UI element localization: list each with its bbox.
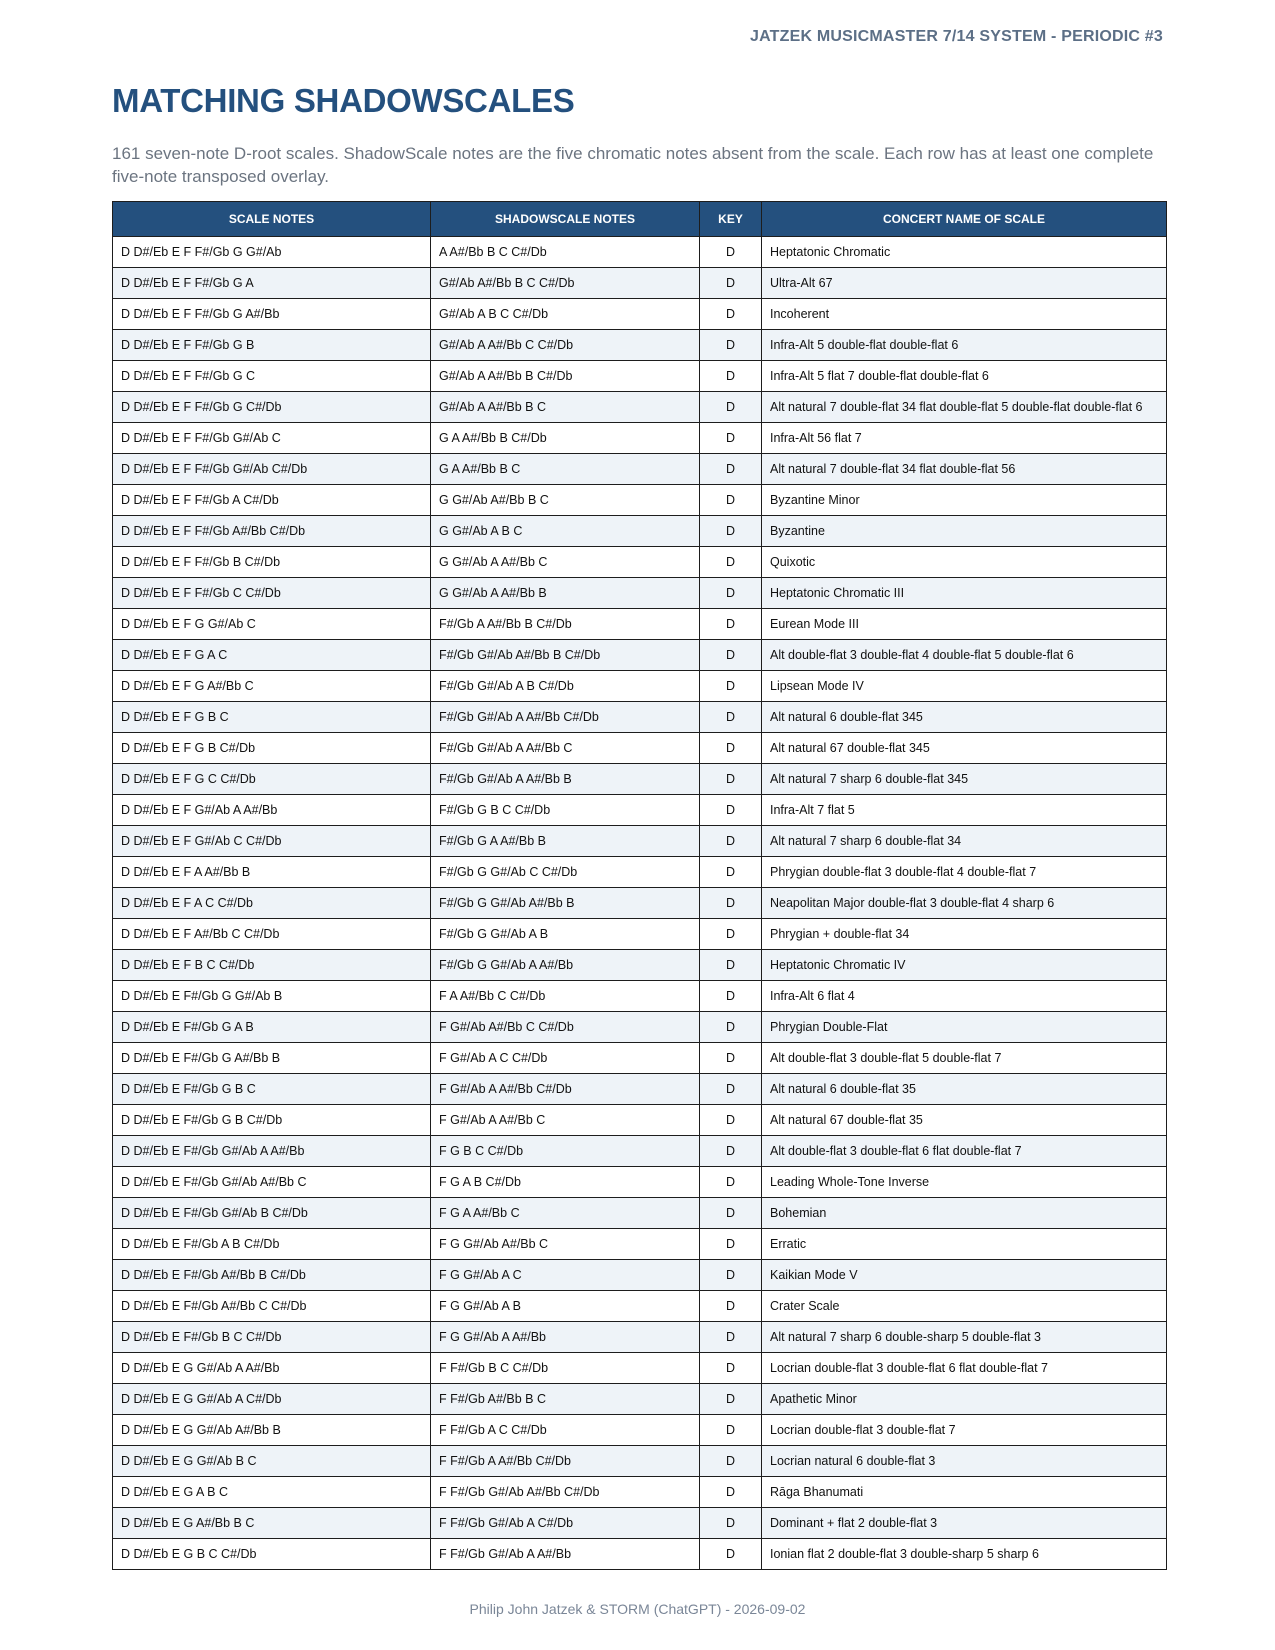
cell-scale-notes: D D#/Eb E G G#/Ab A C#/Db — [113, 1384, 431, 1415]
cell-concert-name: Locrian double-flat 3 double-flat 6 flat double-flat 7 — [762, 1353, 1167, 1384]
cell-concert-name: Alt natural 7 double-flat 34 flat double-flat 5 double-flat double-flat 6 — [762, 392, 1167, 423]
cell-scale-notes: D D#/Eb E F A#/Bb C C#/Db — [113, 919, 431, 950]
cell-shadowscale-notes: F G G#/Ab A C — [431, 1260, 700, 1291]
cell-scale-notes: D D#/Eb E F B C C#/Db — [113, 950, 431, 981]
cell-concert-name: Quixotic — [762, 547, 1167, 578]
cell-key: D — [700, 1260, 762, 1291]
cell-key: D — [700, 516, 762, 547]
cell-concert-name: Dominant + flat 2 double-flat 3 — [762, 1508, 1167, 1539]
table-row — [113, 361, 1167, 392]
scales-table — [112, 201, 1167, 1570]
table-row — [113, 857, 1167, 888]
cell-concert-name: Phrygian double-flat 3 double-flat 4 double-flat 7 — [762, 857, 1167, 888]
cell-shadowscale-notes: G#/Ab A A#/Bb B C#/Db — [431, 361, 700, 392]
intro-paragraph: 161 seven-note D-root scales. ShadowScale notes are the five chromatic notes absent from the scale. Each row has at least one complete five-note transposed overlay. — [112, 144, 1154, 186]
cell-shadowscale-notes: G G#/Ab A A#/Bb B — [431, 578, 700, 609]
cell-key: D — [700, 671, 762, 702]
cell-concert-name: Infra-Alt 5 double-flat double-flat 6 — [762, 330, 1167, 361]
table-row — [113, 1322, 1167, 1353]
cell-concert-name: Infra-Alt 5 flat 7 double-flat double-flat 6 — [762, 361, 1167, 392]
table-row — [113, 1229, 1167, 1260]
cell-key: D — [700, 454, 762, 485]
cell-key: D — [700, 888, 762, 919]
cell-key: D — [700, 1415, 762, 1446]
table-row — [113, 1198, 1167, 1229]
cell-scale-notes: D D#/Eb E F#/Gb G#/Ab A A#/Bb — [113, 1136, 431, 1167]
cell-scale-notes: D D#/Eb E F#/Gb G A B — [113, 1012, 431, 1043]
cell-scale-notes: D D#/Eb E F F#/Gb G#/Ab C#/Db — [113, 454, 431, 485]
cell-key: D — [700, 299, 762, 330]
cell-shadowscale-notes: F G A A#/Bb C — [431, 1198, 700, 1229]
cell-concert-name: Crater Scale — [762, 1291, 1167, 1322]
cell-key: D — [700, 423, 762, 454]
cell-concert-name: Erratic — [762, 1229, 1167, 1260]
cell-key: D — [700, 1198, 762, 1229]
table-row — [113, 640, 1167, 671]
cell-scale-notes: D D#/Eb E F A A#/Bb B — [113, 857, 431, 888]
cell-shadowscale-notes: G G#/Ab A#/Bb B C — [431, 485, 700, 516]
cell-scale-notes: D D#/Eb E F G G#/Ab C — [113, 609, 431, 640]
table-row — [113, 764, 1167, 795]
cell-key: D — [700, 1291, 762, 1322]
cell-concert-name: Bohemian — [762, 1198, 1167, 1229]
cell-shadowscale-notes: F#/Gb G G#/Ab A B — [431, 919, 700, 950]
page-footer: Philip John Jatzek & STORM (ChatGPT) - 2026-09-02 — [469, 1601, 806, 1617]
cell-scale-notes: D D#/Eb E G B C C#/Db — [113, 1539, 431, 1570]
column-header-concert-name: CONCERT NAME OF SCALE — [762, 202, 1167, 237]
table-row — [113, 516, 1167, 547]
cell-concert-name: Phrygian + double-flat 34 — [762, 919, 1167, 950]
cell-key: D — [700, 764, 762, 795]
cell-concert-name: Alt natural 6 double-flat 35 — [762, 1074, 1167, 1105]
table-row — [113, 1477, 1167, 1508]
cell-concert-name: Infra-Alt 6 flat 4 — [762, 981, 1167, 1012]
cell-shadowscale-notes: A A#/Bb B C C#/Db — [431, 237, 700, 268]
cell-scale-notes: D D#/Eb E G A B C — [113, 1477, 431, 1508]
cell-concert-name: Alt natural 6 double-flat 345 — [762, 702, 1167, 733]
cell-key: D — [700, 1353, 762, 1384]
cell-key: D — [700, 1167, 762, 1198]
cell-concert-name: Leading Whole-Tone Inverse — [762, 1167, 1167, 1198]
cell-shadowscale-notes: F#/Gb G G#/Ab A#/Bb B — [431, 888, 700, 919]
cell-shadowscale-notes: F F#/Gb G#/Ab A A#/Bb — [431, 1539, 700, 1570]
cell-key: D — [700, 547, 762, 578]
cell-shadowscale-notes: F G G#/Ab A A#/Bb — [431, 1322, 700, 1353]
cell-concert-name: Alt double-flat 3 double-flat 4 double-flat 5 double-flat 6 — [762, 640, 1167, 671]
table-row — [113, 950, 1167, 981]
cell-scale-notes: D D#/Eb E F A C C#/Db — [113, 888, 431, 919]
cell-shadowscale-notes: F F#/Gb B C C#/Db — [431, 1353, 700, 1384]
cell-key: D — [700, 640, 762, 671]
cell-concert-name: Byzantine Minor — [762, 485, 1167, 516]
cell-concert-name: Heptatonic Chromatic — [762, 237, 1167, 268]
cell-key: D — [700, 919, 762, 950]
cell-scale-notes: D D#/Eb E F G A#/Bb C — [113, 671, 431, 702]
table-row — [113, 1167, 1167, 1198]
cell-scale-notes: D D#/Eb E F#/Gb A B C#/Db — [113, 1229, 431, 1260]
cell-scale-notes: D D#/Eb E F#/Gb G A#/Bb B — [113, 1043, 431, 1074]
cell-scale-notes: D D#/Eb E F#/Gb G#/Ab A#/Bb C — [113, 1167, 431, 1198]
cell-scale-notes: D D#/Eb E F F#/Gb G G#/Ab — [113, 237, 431, 268]
cell-shadowscale-notes: F#/Gb G#/Ab A#/Bb B C#/Db — [431, 640, 700, 671]
cell-scale-notes: D D#/Eb E F G C C#/Db — [113, 764, 431, 795]
cell-concert-name: Rāga Bhanumati — [762, 1477, 1167, 1508]
table-row — [113, 485, 1167, 516]
cell-shadowscale-notes: F G B C C#/Db — [431, 1136, 700, 1167]
table-row — [113, 826, 1167, 857]
table-body — [113, 237, 1167, 1570]
table-row — [113, 1384, 1167, 1415]
cell-concert-name: Kaikian Mode V — [762, 1260, 1167, 1291]
table-row — [113, 299, 1167, 330]
cell-key: D — [700, 578, 762, 609]
cell-shadowscale-notes: F#/Gb G B C C#/Db — [431, 795, 700, 826]
table-row — [113, 1508, 1167, 1539]
table-header-row — [113, 202, 1167, 237]
cell-key: D — [700, 1322, 762, 1353]
cell-concert-name: Locrian double-flat 3 double-flat 7 — [762, 1415, 1167, 1446]
cell-key: D — [700, 857, 762, 888]
running-header: JATZEK MUSICMASTER 7/14 SYSTEM - PERIODIC #3 — [749, 28, 1163, 45]
table-row — [113, 981, 1167, 1012]
table-row — [113, 392, 1167, 423]
table-row — [113, 237, 1167, 268]
cell-key: D — [700, 733, 762, 764]
cell-key: D — [700, 1477, 762, 1508]
cell-scale-notes: D D#/Eb E F#/Gb A#/Bb C C#/Db — [113, 1291, 431, 1322]
cell-shadowscale-notes: F#/Gb A A#/Bb B C#/Db — [431, 609, 700, 640]
cell-concert-name: Ionian flat 2 double-flat 3 double-sharp 5 sharp 6 — [762, 1539, 1167, 1570]
cell-scale-notes: D D#/Eb E F G#/Ab A A#/Bb — [113, 795, 431, 826]
table-row — [113, 578, 1167, 609]
cell-shadowscale-notes: F G#/Ab A#/Bb C C#/Db — [431, 1012, 700, 1043]
cell-shadowscale-notes: F A A#/Bb C C#/Db — [431, 981, 700, 1012]
cell-concert-name: Alt natural 67 double-flat 35 — [762, 1105, 1167, 1136]
cell-key: D — [700, 1229, 762, 1260]
cell-key: D — [700, 950, 762, 981]
cell-concert-name: Incoherent — [762, 299, 1167, 330]
cell-shadowscale-notes: F G#/Ab A A#/Bb C — [431, 1105, 700, 1136]
cell-key: D — [700, 485, 762, 516]
cell-concert-name: Byzantine — [762, 516, 1167, 547]
table-row — [113, 1105, 1167, 1136]
table-row — [113, 1446, 1167, 1477]
cell-shadowscale-notes: G#/Ab A B C C#/Db — [431, 299, 700, 330]
table-row — [113, 733, 1167, 764]
cell-shadowscale-notes: G#/Ab A A#/Bb C C#/Db — [431, 330, 700, 361]
cell-key: D — [700, 826, 762, 857]
cell-shadowscale-notes: G A A#/Bb B C#/Db — [431, 423, 700, 454]
cell-key: D — [700, 1074, 762, 1105]
cell-shadowscale-notes: G#/Ab A#/Bb B C C#/Db — [431, 268, 700, 299]
cell-concert-name: Infra-Alt 7 flat 5 — [762, 795, 1167, 826]
cell-shadowscale-notes: F#/Gb G A A#/Bb B — [431, 826, 700, 857]
cell-shadowscale-notes: F G#/Ab A C C#/Db — [431, 1043, 700, 1074]
cell-key: D — [700, 237, 762, 268]
cell-scale-notes: D D#/Eb E F#/Gb B C C#/Db — [113, 1322, 431, 1353]
cell-scale-notes: D D#/Eb E F F#/Gb G B — [113, 330, 431, 361]
table-row — [113, 1415, 1167, 1446]
cell-shadowscale-notes: F#/Gb G#/Ab A B C#/Db — [431, 671, 700, 702]
table-row — [113, 1539, 1167, 1570]
cell-shadowscale-notes: F#/Gb G#/Ab A A#/Bb C#/Db — [431, 702, 700, 733]
cell-key: D — [700, 1384, 762, 1415]
cell-key: D — [700, 330, 762, 361]
table-row — [113, 1043, 1167, 1074]
cell-scale-notes: D D#/Eb E G G#/Ab A A#/Bb — [113, 1353, 431, 1384]
table-row — [113, 919, 1167, 950]
cell-concert-name: Ultra-Alt 67 — [762, 268, 1167, 299]
cell-scale-notes: D D#/Eb E F F#/Gb G A — [113, 268, 431, 299]
cell-shadowscale-notes: G G#/Ab A B C — [431, 516, 700, 547]
cell-scale-notes: D D#/Eb E F#/Gb G B C#/Db — [113, 1105, 431, 1136]
cell-concert-name: Heptatonic Chromatic III — [762, 578, 1167, 609]
cell-concert-name: Alt double-flat 3 double-flat 6 flat double-flat 7 — [762, 1136, 1167, 1167]
cell-concert-name: Alt natural 7 sharp 6 double-flat 345 — [762, 764, 1167, 795]
table-row — [113, 1353, 1167, 1384]
cell-concert-name: Alt natural 7 sharp 6 double-flat 34 — [762, 826, 1167, 857]
cell-scale-notes: D D#/Eb E F F#/Gb C C#/Db — [113, 578, 431, 609]
cell-scale-notes: D D#/Eb E G A#/Bb B C — [113, 1508, 431, 1539]
cell-concert-name: Eurean Mode III — [762, 609, 1167, 640]
table-row — [113, 1012, 1167, 1043]
cell-concert-name: Alt natural 67 double-flat 345 — [762, 733, 1167, 764]
table-row — [113, 702, 1167, 733]
cell-concert-name: Alt natural 7 sharp 6 double-sharp 5 double-flat 3 — [762, 1322, 1167, 1353]
cell-shadowscale-notes: F#/Gb G#/Ab A A#/Bb B — [431, 764, 700, 795]
cell-concert-name: Neapolitan Major double-flat 3 double-flat 4 sharp 6 — [762, 888, 1167, 919]
cell-shadowscale-notes: F F#/Gb A C C#/Db — [431, 1415, 700, 1446]
cell-scale-notes: D D#/Eb E G G#/Ab A#/Bb B — [113, 1415, 431, 1446]
cell-concert-name: Locrian natural 6 double-flat 3 — [762, 1446, 1167, 1477]
cell-scale-notes: D D#/Eb E F F#/Gb A#/Bb C#/Db — [113, 516, 431, 547]
cell-key: D — [700, 268, 762, 299]
cell-concert-name: Alt double-flat 3 double-flat 5 double-flat 7 — [762, 1043, 1167, 1074]
page-title: MATCHING SHADOWSCALES — [112, 82, 575, 119]
table-row — [113, 1136, 1167, 1167]
cell-scale-notes: D D#/Eb E F#/Gb G#/Ab B C#/Db — [113, 1198, 431, 1229]
cell-scale-notes: D D#/Eb E F F#/Gb G C — [113, 361, 431, 392]
table-row — [113, 609, 1167, 640]
table-row — [113, 888, 1167, 919]
cell-shadowscale-notes: F#/Gb G#/Ab A A#/Bb C — [431, 733, 700, 764]
cell-key: D — [700, 1446, 762, 1477]
table-row — [113, 330, 1167, 361]
cell-shadowscale-notes: F G G#/Ab A B — [431, 1291, 700, 1322]
cell-shadowscale-notes: G A A#/Bb B C — [431, 454, 700, 485]
cell-scale-notes: D D#/Eb E F G B C#/Db — [113, 733, 431, 764]
table-row — [113, 1291, 1167, 1322]
cell-key: D — [700, 795, 762, 826]
cell-scale-notes: D D#/Eb E G G#/Ab B C — [113, 1446, 431, 1477]
cell-scale-notes: D D#/Eb E F G#/Ab C C#/Db — [113, 826, 431, 857]
cell-key: D — [700, 981, 762, 1012]
table-row — [113, 268, 1167, 299]
cell-concert-name: Phrygian Double-Flat — [762, 1012, 1167, 1043]
table-row — [113, 547, 1167, 578]
cell-shadowscale-notes: F F#/Gb G#/Ab A#/Bb C#/Db — [431, 1477, 700, 1508]
cell-key: D — [700, 1012, 762, 1043]
table-row — [113, 795, 1167, 826]
cell-key: D — [700, 702, 762, 733]
cell-shadowscale-notes: F F#/Gb G#/Ab A C#/Db — [431, 1508, 700, 1539]
cell-scale-notes: D D#/Eb E F F#/Gb A C#/Db — [113, 485, 431, 516]
cell-shadowscale-notes: F F#/Gb A#/Bb B C — [431, 1384, 700, 1415]
cell-key: D — [700, 1539, 762, 1570]
table-row — [113, 1260, 1167, 1291]
cell-concert-name: Infra-Alt 56 flat 7 — [762, 423, 1167, 454]
cell-shadowscale-notes: F F#/Gb A A#/Bb C#/Db — [431, 1446, 700, 1477]
column-header-shadowscale-notes: SHADOWSCALE NOTES — [431, 202, 700, 237]
cell-scale-notes: D D#/Eb E F G B C — [113, 702, 431, 733]
cell-concert-name: Apathetic Minor — [762, 1384, 1167, 1415]
table-row — [113, 454, 1167, 485]
cell-concert-name: Lipsean Mode IV — [762, 671, 1167, 702]
cell-key: D — [700, 361, 762, 392]
table-row — [113, 423, 1167, 454]
table-row — [113, 1074, 1167, 1105]
cell-shadowscale-notes: F#/Gb G G#/Ab A A#/Bb — [431, 950, 700, 981]
cell-scale-notes: D D#/Eb E F#/Gb A#/Bb B C#/Db — [113, 1260, 431, 1291]
cell-key: D — [700, 1136, 762, 1167]
cell-key: D — [700, 392, 762, 423]
cell-shadowscale-notes: G G#/Ab A A#/Bb C — [431, 547, 700, 578]
column-header-key: KEY — [700, 202, 762, 237]
cell-shadowscale-notes: F G A B C#/Db — [431, 1167, 700, 1198]
cell-scale-notes: D D#/Eb E F F#/Gb G#/Ab C — [113, 423, 431, 454]
cell-concert-name: Heptatonic Chromatic IV — [762, 950, 1167, 981]
cell-scale-notes: D D#/Eb E F F#/Gb G A#/Bb — [113, 299, 431, 330]
cell-shadowscale-notes: F#/Gb G G#/Ab C C#/Db — [431, 857, 700, 888]
cell-shadowscale-notes: F G#/Ab A A#/Bb C#/Db — [431, 1074, 700, 1105]
cell-key: D — [700, 1105, 762, 1136]
cell-scale-notes: D D#/Eb E F G A C — [113, 640, 431, 671]
cell-shadowscale-notes: F G G#/Ab A#/Bb C — [431, 1229, 700, 1260]
cell-scale-notes: D D#/Eb E F F#/Gb G C#/Db — [113, 392, 431, 423]
cell-scale-notes: D D#/Eb E F#/Gb G G#/Ab B — [113, 981, 431, 1012]
column-header-scale-notes: SCALE NOTES — [113, 202, 431, 237]
cell-concert-name: Alt natural 7 double-flat 34 flat double-flat 56 — [762, 454, 1167, 485]
cell-key: D — [700, 1043, 762, 1074]
cell-scale-notes: D D#/Eb E F#/Gb G B C — [113, 1074, 431, 1105]
cell-scale-notes: D D#/Eb E F F#/Gb B C#/Db — [113, 547, 431, 578]
cell-key: D — [700, 609, 762, 640]
cell-key: D — [700, 1508, 762, 1539]
table-row — [113, 671, 1167, 702]
cell-shadowscale-notes: G#/Ab A A#/Bb B C — [431, 392, 700, 423]
